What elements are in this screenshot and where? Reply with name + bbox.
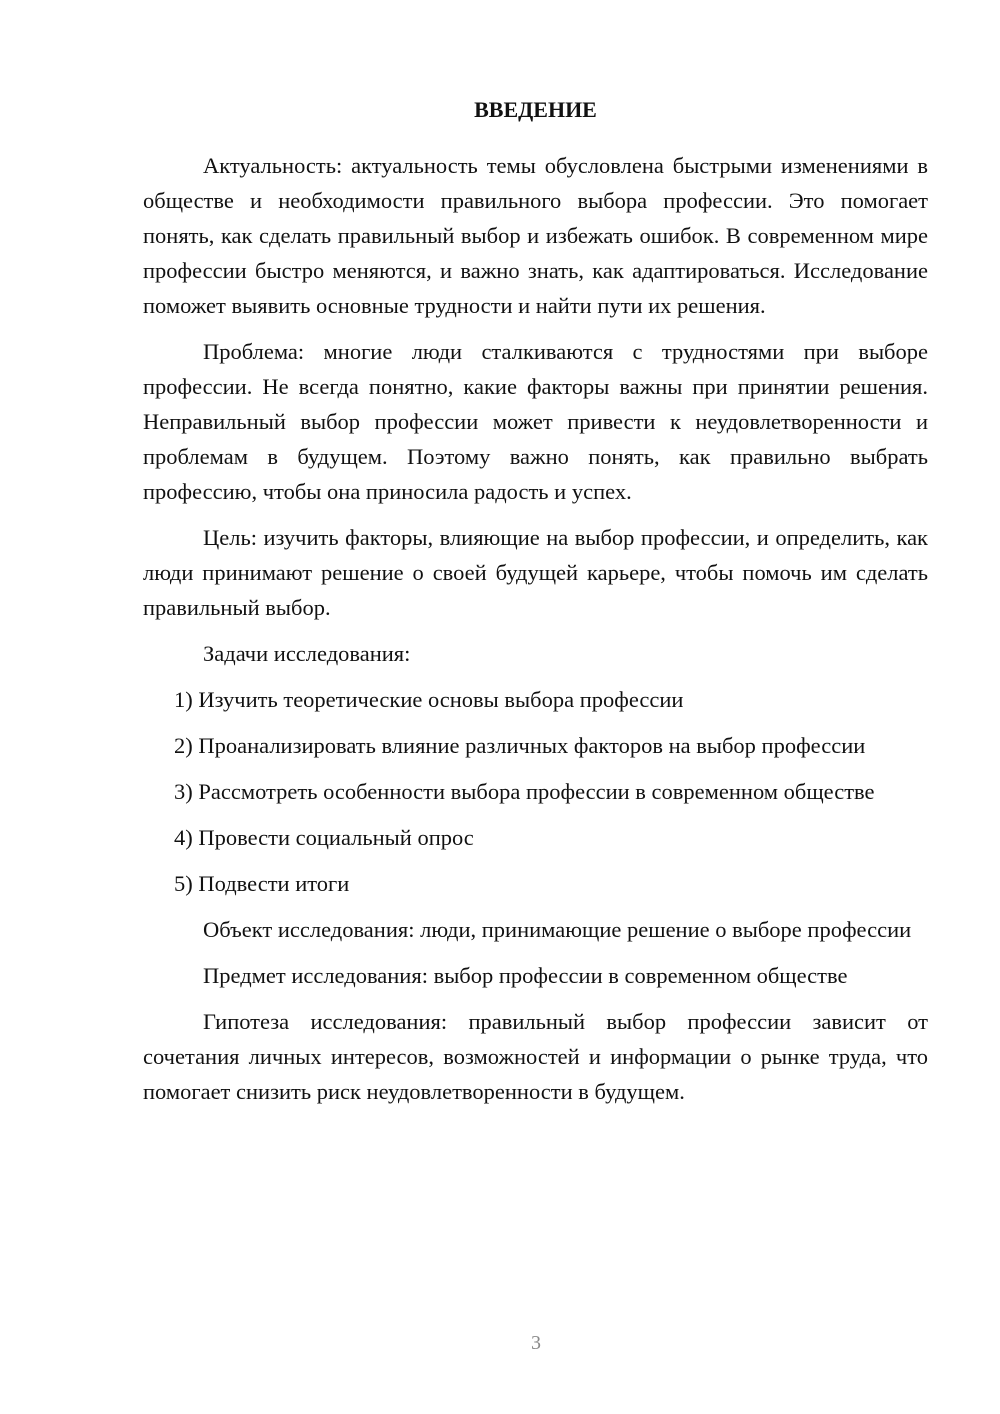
- task-item: 5) Подвести итоги: [174, 871, 350, 896]
- paragraph-hypothesis: Гипотеза исследования: правильный выбор профессии зависит от сочетания личных интересов, возможностей и информации о рынке труда, что помогает снизить риск неудовлетворенности в будущем.: [143, 1009, 928, 1104]
- paragraph-goal: Цель: изучить факторы, влияющие на выбор профессии, и определить, как люди принимают решение о своей будущей карьере, чтобы помочь им сделать правильный выбор.: [143, 525, 928, 620]
- paragraph-object: Объект исследования: люди, принимающие решение о выборе профессии: [203, 917, 912, 942]
- task-item: 3) Рассмотреть особенности выбора профессии в современном обществе: [174, 779, 875, 804]
- task-item: 2) Проанализировать влияние различных факторов на выбор профессии: [174, 733, 866, 758]
- task-item: 4) Провести социальный опрос: [174, 825, 474, 850]
- tasks-title: Задачи исследования:: [203, 641, 411, 666]
- paragraph-subject: Предмет исследования: выбор профессии в современном обществе: [203, 963, 848, 988]
- paragraph-problem: Проблема: многие люди сталкиваются с трудностями при выборе профессии. Не всегда понятно, какие факторы важны при принятии решения. Неправильный выбор профессии может привести к неудовлетворенности и проблемам в будущем. Поэтому важно понять, как правильно выбрать профессию, чтобы она приносила радость и успех.: [143, 339, 928, 504]
- document-page: [143, 92, 928, 1120]
- paragraph-relevance: Актуальность: актуальность темы обусловлена быстрыми изменениями в обществе и необходимости правильного выбора профессии. Это помогает понять, как сделать правильный выбор и избежать ошибок. В современном мире профессии быстро меняются, и важно знать, как адаптироваться. Исследование поможет выявить основные трудности и найти пути их решения.: [143, 153, 928, 318]
- task-item: 1) Изучить теоретические основы выбора профессии: [174, 687, 684, 712]
- page-number: 3: [531, 1332, 541, 1354]
- section-heading: ВВЕДЕНИЕ: [474, 97, 597, 122]
